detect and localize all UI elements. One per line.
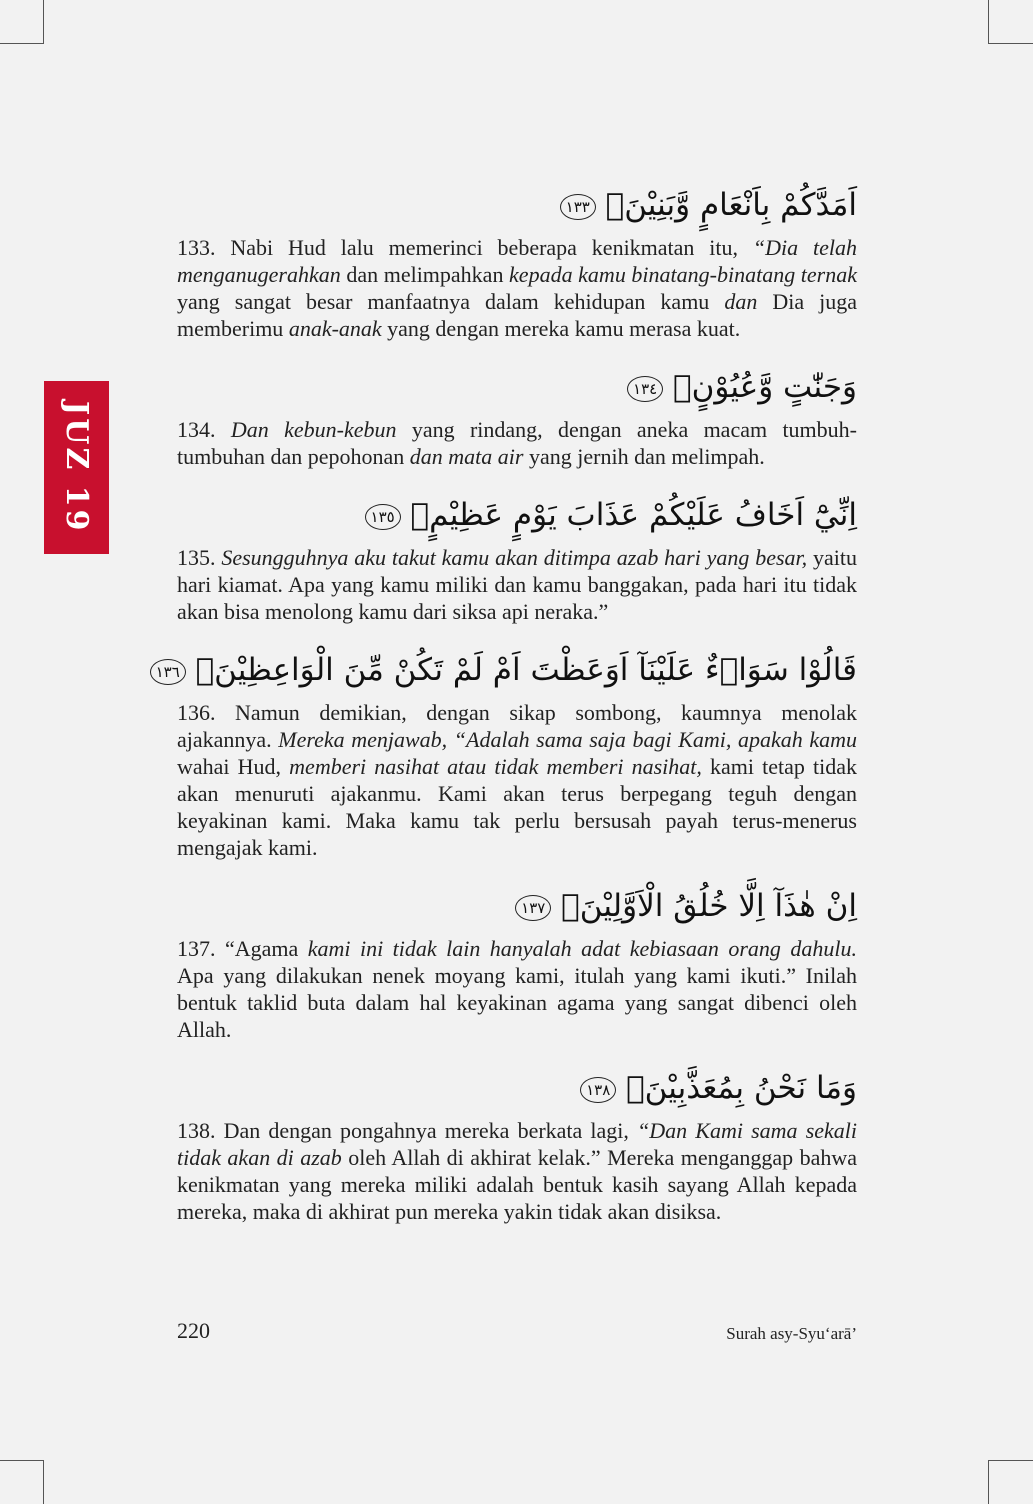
crop-mark [0, 1460, 44, 1461]
arabic-verse [177, 362, 857, 416]
ayah-block [177, 881, 857, 1043]
verse-number-marker: ١٣٤ [627, 376, 663, 402]
arabic-verse [177, 1063, 857, 1117]
translation-paragraph [177, 544, 857, 625]
translation-paragraph [177, 234, 857, 342]
juz-label: JUZ 19 [59, 401, 94, 534]
arabic-text: وَمَا نَحْنُ بِمُعَذَّبِيْنَۚ [626, 1070, 857, 1106]
italic-segment: dan [724, 289, 758, 314]
text-segment: wahai Hud, [177, 754, 290, 779]
text-segment: yang dengan mereka kamu merasa kuat. [381, 316, 741, 341]
arabic-text: اِنْ هٰذَآ اِلَّا خُلُقُ الْاَوَّلِيْنَۙ [561, 888, 857, 924]
arabic-verse [177, 180, 857, 234]
arabic-text: قَالُوْا سَوَاۤءٌ عَلَيْنَآ اَوَعَظْتَ اَمْ لَمْ تَكُنْ مِّنَ الْوَاعِظِيْنَۙ [195, 652, 857, 688]
text-segment: 137. “Agama [177, 936, 308, 961]
ayah-block [177, 1063, 857, 1225]
translation-paragraph [177, 699, 857, 861]
surah-name: Surah asy-Syu‘arā’ [726, 1324, 857, 1343]
text-segment: 136. Namun demikian, dengan sikap sombong, kaumnya menolak ajakannya. [177, 700, 857, 752]
arabic-verse [177, 490, 857, 544]
ayah-block [177, 180, 857, 342]
italic-segment: Mereka menjawab, “Adalah sama saja bagi Kami, apakah kamu [278, 727, 858, 752]
italic-segment: Sesungguhnya aku takut kamu akan ditimpa azab hari yang besar, [221, 545, 808, 570]
crop-mark [0, 43, 44, 44]
italic-segment: memberi nasihat atau tidak memberi nasihat, [289, 754, 702, 779]
ayah-block [177, 362, 857, 470]
text-segment: kami tetap tidak akan menuruti ajakanmu. Kami akan terus berpegang teguh dengan keyakinan kami. Maka kamu tak perlu bersusah payah terus-menerus mengajak kami. [177, 754, 857, 860]
crop-mark [43, 0, 44, 44]
crop-mark [989, 1460, 1033, 1461]
verse-number-marker: ١٣٣ [560, 194, 596, 220]
crop-mark [988, 0, 989, 44]
text-segment: oleh Allah di akhirat kelak.” Mereka menganggap bahwa kenikmatan yang mereka miliki adalah bentuk kasih sayang Allah kepada mereka, maka di akhirat pun mereka yakin tidak akan disiksa. [177, 1145, 857, 1224]
crop-mark [989, 43, 1033, 44]
crop-mark [43, 1460, 44, 1504]
italic-segment: kepada kamu binatang-binatang ternak [509, 262, 857, 287]
italic-segment: kami ini tidak lain hanyalah adat kebiasaan orang dahulu. [307, 936, 858, 961]
text-segment: yang jernih dan melimpah. [523, 444, 765, 469]
verse-number-marker: ١٣٨ [580, 1077, 616, 1103]
text-segment: yaitu hari kiamat. Apa yang kamu miliki dan kamu banggakan, pada hari itu tidak akan bisa menolong kamu dari siksa api neraka.” [177, 545, 858, 624]
italic-segment: “Dia telah menganugerahkan [177, 235, 857, 287]
arabic-text: اَمَدَّكُمْ بِاَنْعَامٍ وَّبَنِيْنَۙ [605, 187, 857, 223]
italic-segment: anak-anak [288, 316, 382, 341]
text-segment: 133. Nabi Hud lalu memerinci beberapa kenikmatan itu, [177, 235, 753, 260]
text-segment: 135. [177, 545, 222, 570]
text-segment: 138. Dan dengan pongahnya mereka berkata lagi, [177, 1118, 638, 1143]
verse-number-marker: ١٣٦ [150, 659, 186, 685]
text-segment: Apa yang dilakukan nenek moyang kami, itulah yang kami ikuti.” Inilah bentuk taklid buta dalam hal keyakinan agama yang sangat dibenci oleh Allah. [177, 963, 857, 1042]
text-segment: yang sangat besar manfaatnya dalam kehidupan kamu [177, 289, 725, 314]
verse-number-marker: ١٣٥ [365, 504, 401, 530]
page-number: 220 [177, 1318, 210, 1343]
crop-mark [988, 1460, 989, 1504]
arabic-verse [177, 881, 857, 935]
ayah-block [155, 645, 858, 861]
text-segment: yang rindang, dengan aneka macam tumbuh-tumbuhan dan pepohonan [177, 417, 857, 469]
arabic-text: وَجَنّٰتٍ وَّعُيُوْنٍۚ [673, 369, 857, 405]
translation-paragraph [177, 1117, 857, 1225]
italic-segment: Dan kebun-kebun [230, 417, 397, 442]
italic-segment: “Dan Kami sama sekali tidak akan di azab [177, 1118, 858, 1170]
translation-paragraph [177, 416, 857, 470]
page-content [155, 180, 858, 1245]
translation-paragraph [177, 935, 857, 1043]
arabic-text: اِنِّيْٓ اَخَافُ عَلَيْكُمْ عَذَابَ يَوْمٍ عَظِيْمٍۗ [410, 497, 857, 533]
ayah-block [177, 490, 857, 625]
text-segment: 134. [177, 417, 231, 442]
juz-tab [44, 381, 109, 554]
arabic-verse [155, 645, 857, 699]
verse-number-marker: ١٣٧ [515, 895, 551, 921]
italic-segment: dan mata air [409, 444, 524, 469]
text-segment: dan melimpahkan [340, 262, 510, 287]
text-segment: Dia juga memberimu [177, 289, 857, 341]
